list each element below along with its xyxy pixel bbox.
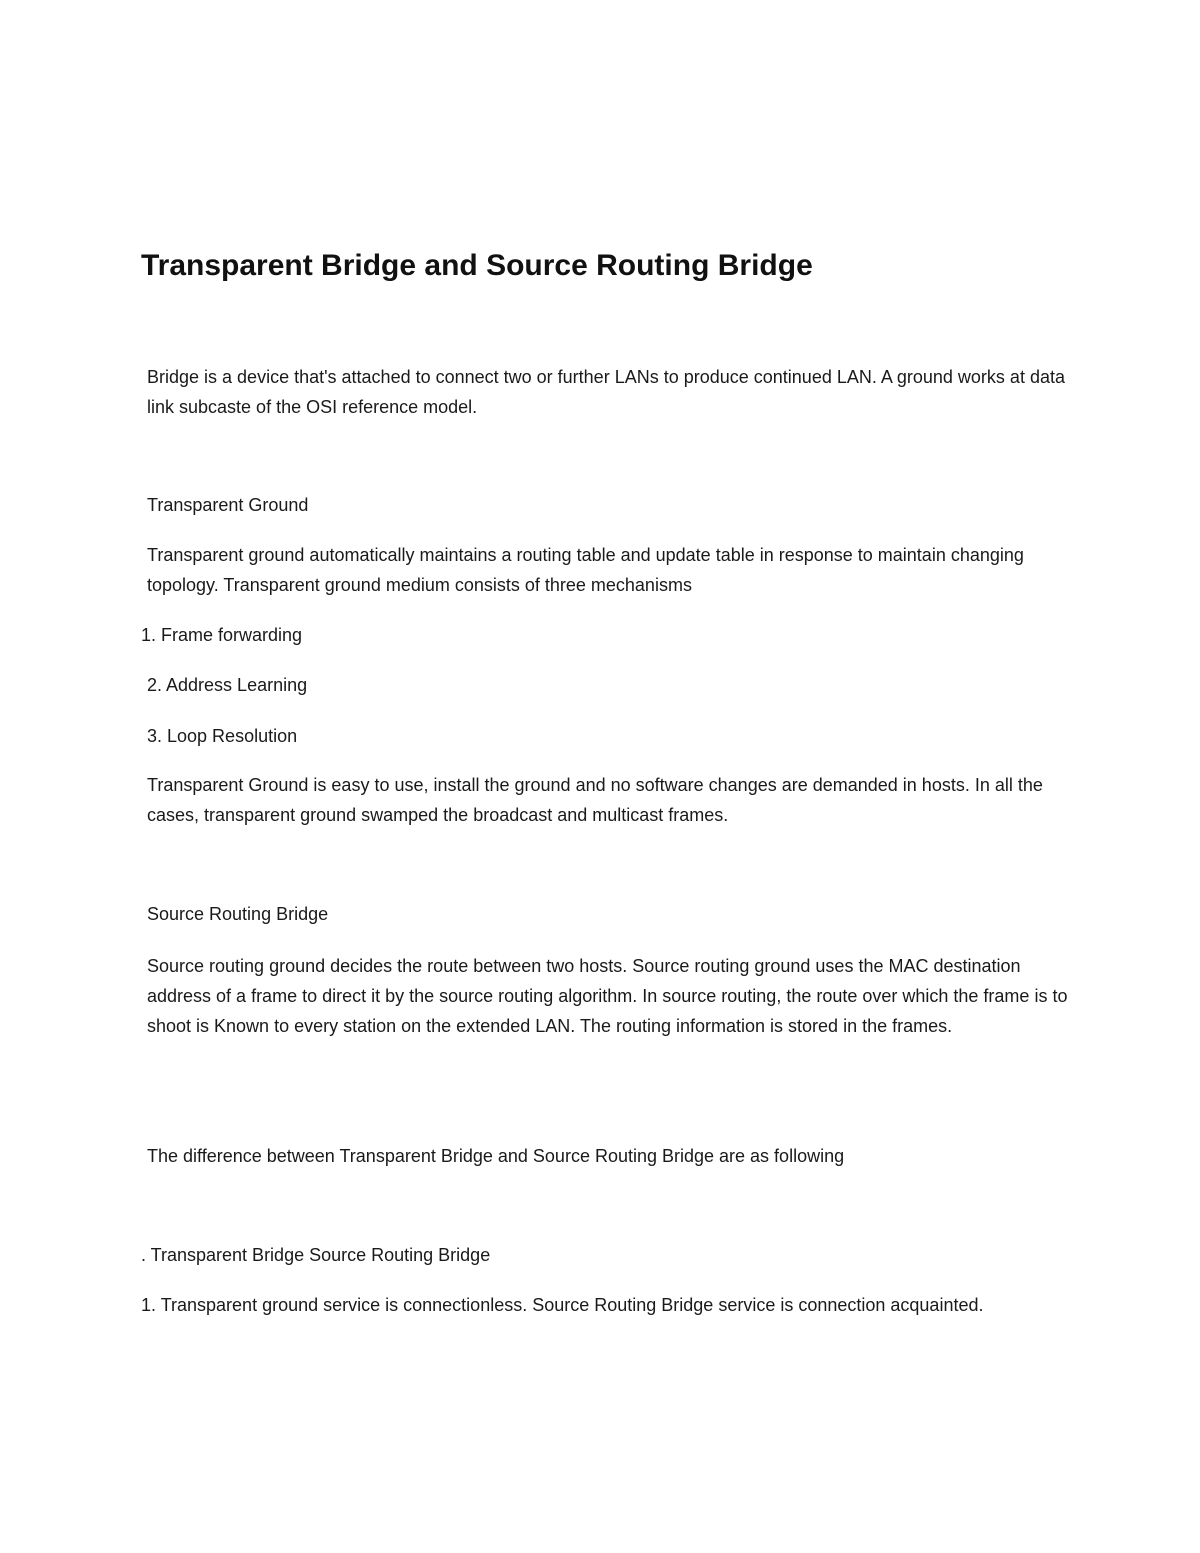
- transparent-description: Transparent ground automatically maintains a routing table and update table in response to maintain changing topology. Transparent ground medium consists of three mechanisms: [147, 545, 1024, 595]
- transparent-heading: Transparent Ground: [147, 495, 309, 515]
- source-description: Source routing ground decides the route between two hosts. Source routing ground uses the MAC destination address of a frame to direct it by the source routing algorithm. In source routing, the route over which the frame is to shoot is Known to every station on the extended LAN. The routing information is stored in the frames.: [147, 956, 1068, 1036]
- comparison-row: 1. Transparent ground service is connectionless. Source Routing Bridge service is connection acquainted.: [141, 1295, 984, 1315]
- intro-paragraph: Bridge is a device that's attached to connect two or further LANs to produce continued LAN. A ground works at data link subcaste of the OSI reference model.: [147, 367, 1065, 417]
- mechanism-item: 3. Loop Resolution: [147, 726, 298, 746]
- transparent-note: Transparent Ground is easy to use, install the ground and no software changes are demanded in hosts. In all the cases, transparent ground swamped the broadcast and multicast frames.: [147, 775, 1043, 825]
- source-heading: Source Routing Bridge: [147, 904, 329, 924]
- comparison-header: . Transparent Bridge Source Routing Bridge: [141, 1245, 491, 1265]
- mechanism-item: 2. Address Learning: [147, 675, 308, 695]
- mechanism-item: 1. Frame forwarding: [141, 625, 303, 645]
- document-title: Transparent Bridge and Source Routing Bridge: [141, 249, 813, 282]
- difference-intro: The difference between Transparent Bridge and Source Routing Bridge are as following: [147, 1146, 845, 1166]
